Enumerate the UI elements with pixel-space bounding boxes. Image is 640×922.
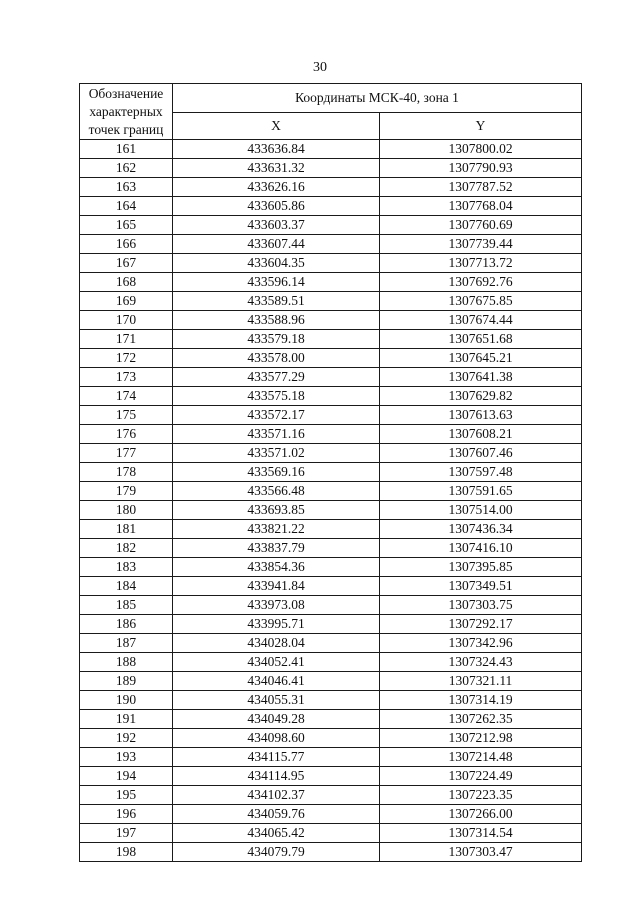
x-coordinate-cell: 433837.79 xyxy=(173,539,380,558)
table-row xyxy=(80,368,582,387)
point-number-cell: 168 xyxy=(80,273,173,292)
x-coordinate-cell: 433626.16 xyxy=(173,178,380,197)
table-row xyxy=(80,216,582,235)
header-designation-line1: Обозначение xyxy=(88,85,164,101)
x-coordinate-cell: 433588.96 xyxy=(173,311,380,330)
x-coordinate-cell: 433571.16 xyxy=(173,425,380,444)
point-number-cell: 176 xyxy=(80,425,173,444)
point-number-cell: 166 xyxy=(80,235,173,254)
point-number-cell: 189 xyxy=(80,672,173,691)
y-coordinate-cell: 1307224.49 xyxy=(380,767,582,786)
table-row xyxy=(80,748,582,767)
y-coordinate-cell: 1307266.00 xyxy=(380,805,582,824)
table-row xyxy=(80,197,582,216)
x-coordinate-cell: 433631.32 xyxy=(173,159,380,178)
y-coordinate-cell: 1307675.85 xyxy=(380,292,582,311)
x-coordinate-cell: 434079.79 xyxy=(173,843,380,862)
table-row xyxy=(80,425,582,444)
y-coordinate-cell: 1307321.11 xyxy=(380,672,582,691)
x-coordinate-cell: 434102.37 xyxy=(173,786,380,805)
point-number-cell: 181 xyxy=(80,520,173,539)
y-coordinate-cell: 1307303.75 xyxy=(380,596,582,615)
y-coordinate-cell: 1307607.46 xyxy=(380,444,582,463)
table-row xyxy=(80,577,582,596)
table-row xyxy=(80,273,582,292)
x-coordinate-cell: 433603.37 xyxy=(173,216,380,235)
table-row xyxy=(80,558,582,577)
y-coordinate-cell: 1307314.19 xyxy=(380,691,582,710)
point-number-cell: 167 xyxy=(80,254,173,273)
header-designation-line3: точек границ xyxy=(88,121,164,137)
x-coordinate-cell: 433596.14 xyxy=(173,273,380,292)
x-coordinate-cell: 433607.44 xyxy=(173,235,380,254)
point-number-cell: 175 xyxy=(80,406,173,425)
y-coordinate-cell: 1307591.65 xyxy=(380,482,582,501)
x-coordinate-cell: 433579.18 xyxy=(173,330,380,349)
x-coordinate-cell: 434098.60 xyxy=(173,729,380,748)
table-row xyxy=(80,159,582,178)
x-coordinate-cell: 433605.86 xyxy=(173,197,380,216)
x-coordinate-cell: 433566.48 xyxy=(173,482,380,501)
table-row xyxy=(80,805,582,824)
point-number-cell: 193 xyxy=(80,748,173,767)
y-coordinate-cell: 1307314.54 xyxy=(380,824,582,843)
point-number-cell: 169 xyxy=(80,292,173,311)
point-number-cell: 197 xyxy=(80,824,173,843)
y-coordinate-cell: 1307790.93 xyxy=(380,159,582,178)
y-coordinate-cell: 1307214.48 xyxy=(380,748,582,767)
y-coordinate-cell: 1307597.48 xyxy=(380,463,582,482)
y-coordinate-cell: 1307416.10 xyxy=(380,539,582,558)
x-coordinate-cell: 433575.18 xyxy=(173,387,380,406)
x-coordinate-cell: 434049.28 xyxy=(173,710,380,729)
table-row xyxy=(80,406,582,425)
point-number-cell: 198 xyxy=(80,843,173,862)
table-row xyxy=(80,387,582,406)
x-coordinate-cell: 433577.29 xyxy=(173,368,380,387)
point-number-cell: 188 xyxy=(80,653,173,672)
point-number-cell: 170 xyxy=(80,311,173,330)
y-coordinate-cell: 1307613.63 xyxy=(380,406,582,425)
point-number-cell: 186 xyxy=(80,615,173,634)
point-number-cell: 171 xyxy=(80,330,173,349)
point-number-cell: 165 xyxy=(80,216,173,235)
y-coordinate-cell: 1307760.69 xyxy=(380,216,582,235)
x-coordinate-cell: 433636.84 xyxy=(173,140,380,159)
table-row xyxy=(80,501,582,520)
x-coordinate-cell: 433569.16 xyxy=(173,463,380,482)
x-coordinate-cell: 434055.31 xyxy=(173,691,380,710)
header-designation-line2: характерных xyxy=(89,103,163,119)
y-coordinate-cell: 1307303.47 xyxy=(380,843,582,862)
point-number-cell: 179 xyxy=(80,482,173,501)
x-coordinate-cell: 433821.22 xyxy=(173,520,380,539)
y-coordinate-cell: 1307692.76 xyxy=(380,273,582,292)
x-coordinate-cell: 434028.04 xyxy=(173,634,380,653)
x-coordinate-cell: 434059.76 xyxy=(173,805,380,824)
x-coordinate-cell: 433589.51 xyxy=(173,292,380,311)
y-coordinate-cell: 1307262.35 xyxy=(380,710,582,729)
x-coordinate-cell: 434115.77 xyxy=(173,748,380,767)
table-row xyxy=(80,178,582,197)
table-row xyxy=(80,729,582,748)
y-coordinate-cell: 1307436.34 xyxy=(380,520,582,539)
point-number-cell: 172 xyxy=(80,349,173,368)
x-coordinate-cell: 434114.95 xyxy=(173,767,380,786)
table-row xyxy=(80,140,582,159)
table-row xyxy=(80,653,582,672)
x-coordinate-cell: 433854.36 xyxy=(173,558,380,577)
header-coordinates-group: Координаты МСК-40, зона 1 xyxy=(173,84,582,113)
table-row xyxy=(80,691,582,710)
y-coordinate-cell: 1307349.51 xyxy=(380,577,582,596)
x-coordinate-cell: 433693.85 xyxy=(173,501,380,520)
page-number: 30 xyxy=(313,60,327,75)
point-number-cell: 184 xyxy=(80,577,173,596)
table-row xyxy=(80,710,582,729)
header-x: X xyxy=(173,113,380,140)
y-coordinate-cell: 1307713.72 xyxy=(380,254,582,273)
point-number-cell: 174 xyxy=(80,387,173,406)
table-row xyxy=(80,539,582,558)
y-coordinate-cell: 1307514.00 xyxy=(380,501,582,520)
table-row xyxy=(80,254,582,273)
x-coordinate-cell: 433571.02 xyxy=(173,444,380,463)
point-number-cell: 183 xyxy=(80,558,173,577)
point-number-cell: 161 xyxy=(80,140,173,159)
y-coordinate-cell: 1307739.44 xyxy=(380,235,582,254)
x-coordinate-cell: 434052.41 xyxy=(173,653,380,672)
table-row xyxy=(80,634,582,653)
header-y: Y xyxy=(380,113,582,140)
x-coordinate-cell: 433572.17 xyxy=(173,406,380,425)
x-coordinate-cell: 433604.35 xyxy=(173,254,380,273)
x-coordinate-cell: 433578.00 xyxy=(173,349,380,368)
y-coordinate-cell: 1307787.52 xyxy=(380,178,582,197)
table-row xyxy=(80,349,582,368)
point-number-cell: 164 xyxy=(80,197,173,216)
point-number-cell: 182 xyxy=(80,539,173,558)
point-number-cell: 178 xyxy=(80,463,173,482)
y-coordinate-cell: 1307324.43 xyxy=(380,653,582,672)
table-row xyxy=(80,463,582,482)
point-number-cell: 190 xyxy=(80,691,173,710)
table-row xyxy=(80,615,582,634)
point-number-cell: 163 xyxy=(80,178,173,197)
point-number-cell: 177 xyxy=(80,444,173,463)
y-coordinate-cell: 1307212.98 xyxy=(380,729,582,748)
y-coordinate-cell: 1307223.35 xyxy=(380,786,582,805)
y-coordinate-cell: 1307800.02 xyxy=(380,140,582,159)
table-row xyxy=(80,843,582,862)
point-number-cell: 185 xyxy=(80,596,173,615)
y-coordinate-cell: 1307674.44 xyxy=(380,311,582,330)
y-coordinate-cell: 1307768.04 xyxy=(380,197,582,216)
x-coordinate-cell: 433973.08 xyxy=(173,596,380,615)
y-coordinate-cell: 1307629.82 xyxy=(380,387,582,406)
y-coordinate-cell: 1307645.21 xyxy=(380,349,582,368)
y-coordinate-cell: 1307342.96 xyxy=(380,634,582,653)
point-number-cell: 196 xyxy=(80,805,173,824)
table-row xyxy=(80,520,582,539)
y-coordinate-cell: 1307292.17 xyxy=(380,615,582,634)
table-body xyxy=(80,140,582,862)
point-number-cell: 192 xyxy=(80,729,173,748)
y-coordinate-cell: 1307651.68 xyxy=(380,330,582,349)
x-coordinate-cell: 434065.42 xyxy=(173,824,380,843)
table-row xyxy=(80,292,582,311)
table-row xyxy=(80,786,582,805)
table-row xyxy=(80,596,582,615)
y-coordinate-cell: 1307395.85 xyxy=(380,558,582,577)
table-row xyxy=(80,482,582,501)
point-number-cell: 191 xyxy=(80,710,173,729)
point-number-cell: 195 xyxy=(80,786,173,805)
table-row xyxy=(80,311,582,330)
table-row xyxy=(80,330,582,349)
table-row xyxy=(80,672,582,691)
header-designation xyxy=(80,84,173,140)
coordinates-table xyxy=(79,83,582,862)
table-row xyxy=(80,767,582,786)
x-coordinate-cell: 434046.41 xyxy=(173,672,380,691)
point-number-cell: 180 xyxy=(80,501,173,520)
y-coordinate-cell: 1307608.21 xyxy=(380,425,582,444)
table-row xyxy=(80,824,582,843)
table-row xyxy=(80,444,582,463)
table-row xyxy=(80,235,582,254)
point-number-cell: 194 xyxy=(80,767,173,786)
point-number-cell: 187 xyxy=(80,634,173,653)
point-number-cell: 173 xyxy=(80,368,173,387)
point-number-cell: 162 xyxy=(80,159,173,178)
x-coordinate-cell: 433995.71 xyxy=(173,615,380,634)
x-coordinate-cell: 433941.84 xyxy=(173,577,380,596)
y-coordinate-cell: 1307641.38 xyxy=(380,368,582,387)
